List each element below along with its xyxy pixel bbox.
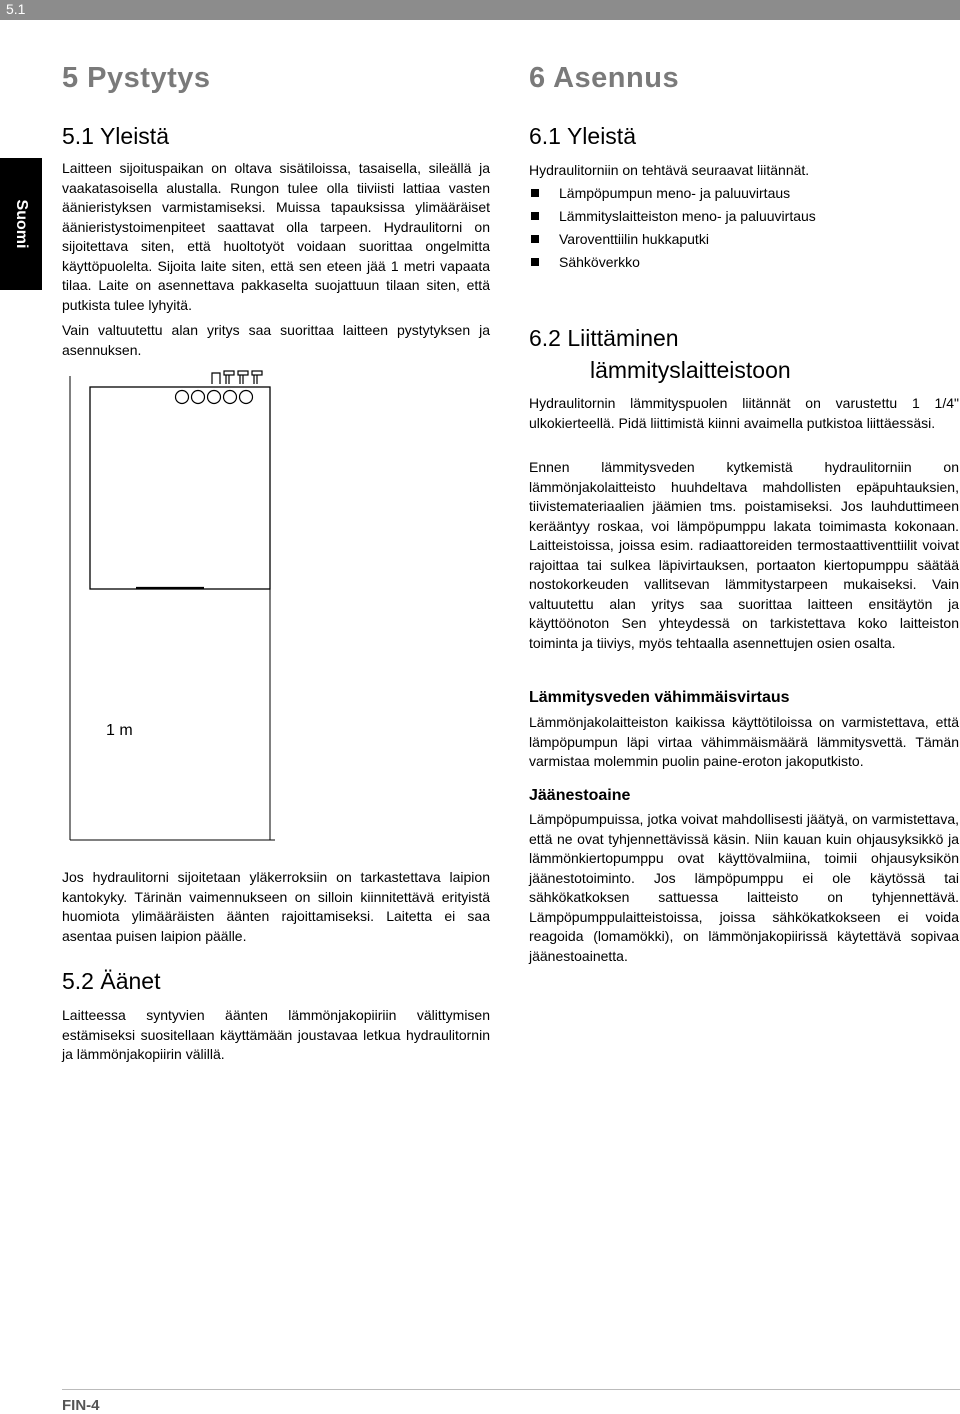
paragraph-5-1-c: Jos hydraulitorni sijoitetaan yläkerroksiin on tarkastettava laipion kantokyky. Tärinän vaimennukseen on silloin kiinnitettävä erityistä huomiota ylimääräisten äänten rajoittamiseksi. Laitetta ei saa asentaa puisen laipion päälle.: [62, 869, 490, 944]
list-item-text: Sähköverkko: [559, 254, 640, 270]
section-title-6-1: 6.1 Yleistä: [529, 123, 636, 149]
section-title-6-2-line2: lämmityslaitteistoon: [590, 357, 791, 383]
clearance-diagram: [60, 366, 285, 856]
bullet-square-icon: [531, 189, 539, 197]
chapter-title-asennus: 6 Asennus: [529, 62, 680, 94]
footer-divider: [62, 1389, 960, 1390]
chapter-title-pystytys: 5 Pystytys: [62, 62, 211, 94]
paragraph-6-2-b: Ennen lämmitysveden kytkemistä hydraulitorniin on lämmönjakolaitteisto huuhdeltava mahdollisten epäpuhtauksien, tiivistemateriaalien jäämien tms. poistamiseksi. Jos lauhduttimeen kerääntyy roskaa, voi lämpöpumppu lakata toimimasta kokonaan. Laitteistoissa, joissa esim. radiaattoreiden termostaattiventtiilit voivat rajoittaa tai sulkea läpivirtauksen, portaaton kiertopumppu säätää nostokorkeuden vallitsevan lämmitystarpeen mukaiseksi. Vain valtuutettu alan yritys saa suorittaa laitteen ensitäytön ja käyttöönoton Sen yhteydessä on tarkistettava koko laitteiston toiminta ja tiiviys, myös tehtaalla asennettujen osien osalta.: [529, 459, 959, 651]
section-ref: 5.1: [6, 1, 26, 17]
paragraph-5-1-b: Vain valtuutettu alan yritys saa suorittaa laitteen pystytyksen ja asennuksen.: [62, 322, 490, 358]
connections-list: [529, 184, 959, 276]
bullet-square-icon: [531, 212, 539, 220]
language-tab: [0, 158, 42, 290]
paragraph-5-2: Laitteessa syntyvien äänten lämmönjakopiiriin välittymisen estämiseksi suositellaan käyttämään joustavaa letkua hydraulitornin ja lämmönjakopiirin välillä.: [62, 1007, 490, 1062]
paragraph-antifreeze: Lämpöpumpuissa, jotka voivat mahdollisesti jäätyä, on varmistettava, että ne ovat tyhjennettävissä käsin. Niin kauan kuin ohjausyksikkö ja lämmönkiertopumppu ovat käyttövalmiina, toimii ohjausyksikön jäänestotoiminto. Jos lämpöpumppu ei ole käytössä tai sähkökatkoksen sattuessa laitteisto on tyhjennettävä. Lämpöpumppulaitteistoissa, joissa sähkökatkokseen ei voida reagoida (lomamökki), on lämmönjakopiirissä käytettävä sopivaa jäänestoainetta.: [529, 811, 959, 964]
subheading-min-flow: Lämmitysveden vähimmäisvirtaus: [529, 689, 790, 706]
bullet-square-icon: [531, 235, 539, 243]
paragraph-min-flow: Lämmönjakolaitteiston kaikissa käyttötiloissa on varmistettava, että lämpöpumpun läpi virtaa vähimmäismäärä lämmitysvettä. Tämän varmistaa molemmin puolin paine-eroton jakoputkisto.: [529, 714, 959, 769]
section-title-5-2: 5.2 Äänet: [62, 968, 161, 994]
paragraph-6-2-a: Hydraulitornin lämmityspuolen liitännät on varustettu 1 1/4" ulkokierteellä. Pidä liittimistä kiinni avaimella putkistoa liittäessäsi.: [529, 395, 959, 431]
list-item: [529, 253, 959, 276]
clearance-label: 1 m: [106, 722, 133, 739]
list-item: [529, 207, 959, 230]
heat-pump-unit: [90, 387, 270, 589]
bullet-square-icon: [531, 258, 539, 266]
list-item-text: Varoventtiilin hukkaputki: [559, 231, 709, 247]
connection-ports: [176, 391, 253, 404]
section-title-6-2-line1: 6.2 Liittäminen: [529, 325, 679, 351]
paragraph-5-1-a: Laitteen sijoituspaikan on oltava sisätiloissa, tasaisella, sileällä ja vaakatasoisella alustalla. Rungon tulee olla tiiviisti lattiaa vasten äänieristyksen varmistamiseksi. Muissa tapauksissa ylimääräiset äänieristystoimenpiteet saattavat olla tarpeen. Hydraulitorni on sijoitettava siten, että huoltotyöt voidaan suorittaa ongelmitta käyttöpuolelta. Sijoita laite siten, että sen eteen jää 1 metri vapaata tilaa. Laite on asennettava pakkaselta suojattuun tilaan siten, että putkista tulee lyhyitä.: [62, 160, 490, 313]
header-bar: [0, 0, 960, 20]
pipe-connectors: [212, 371, 262, 384]
list-item-text: Lämmityslaitteiston meno- ja paluuvirtaus: [559, 208, 816, 224]
list-item: [529, 230, 959, 253]
paragraph-6-1-intro: Hydraulitorniin on tehtävä seuraavat liitännät.: [529, 162, 810, 178]
clearance-area-lines: [70, 376, 275, 840]
list-item-text: Lämpöpumpun meno- ja paluuvirtaus: [559, 185, 791, 201]
section-title-5-1: 5.1 Yleistä: [62, 123, 169, 149]
list-item: [529, 184, 959, 207]
subheading-antifreeze: Jäänestoaine: [529, 787, 631, 804]
page-number: FIN-4: [62, 1397, 100, 1414]
language-tab-label: Suomi: [13, 199, 30, 249]
